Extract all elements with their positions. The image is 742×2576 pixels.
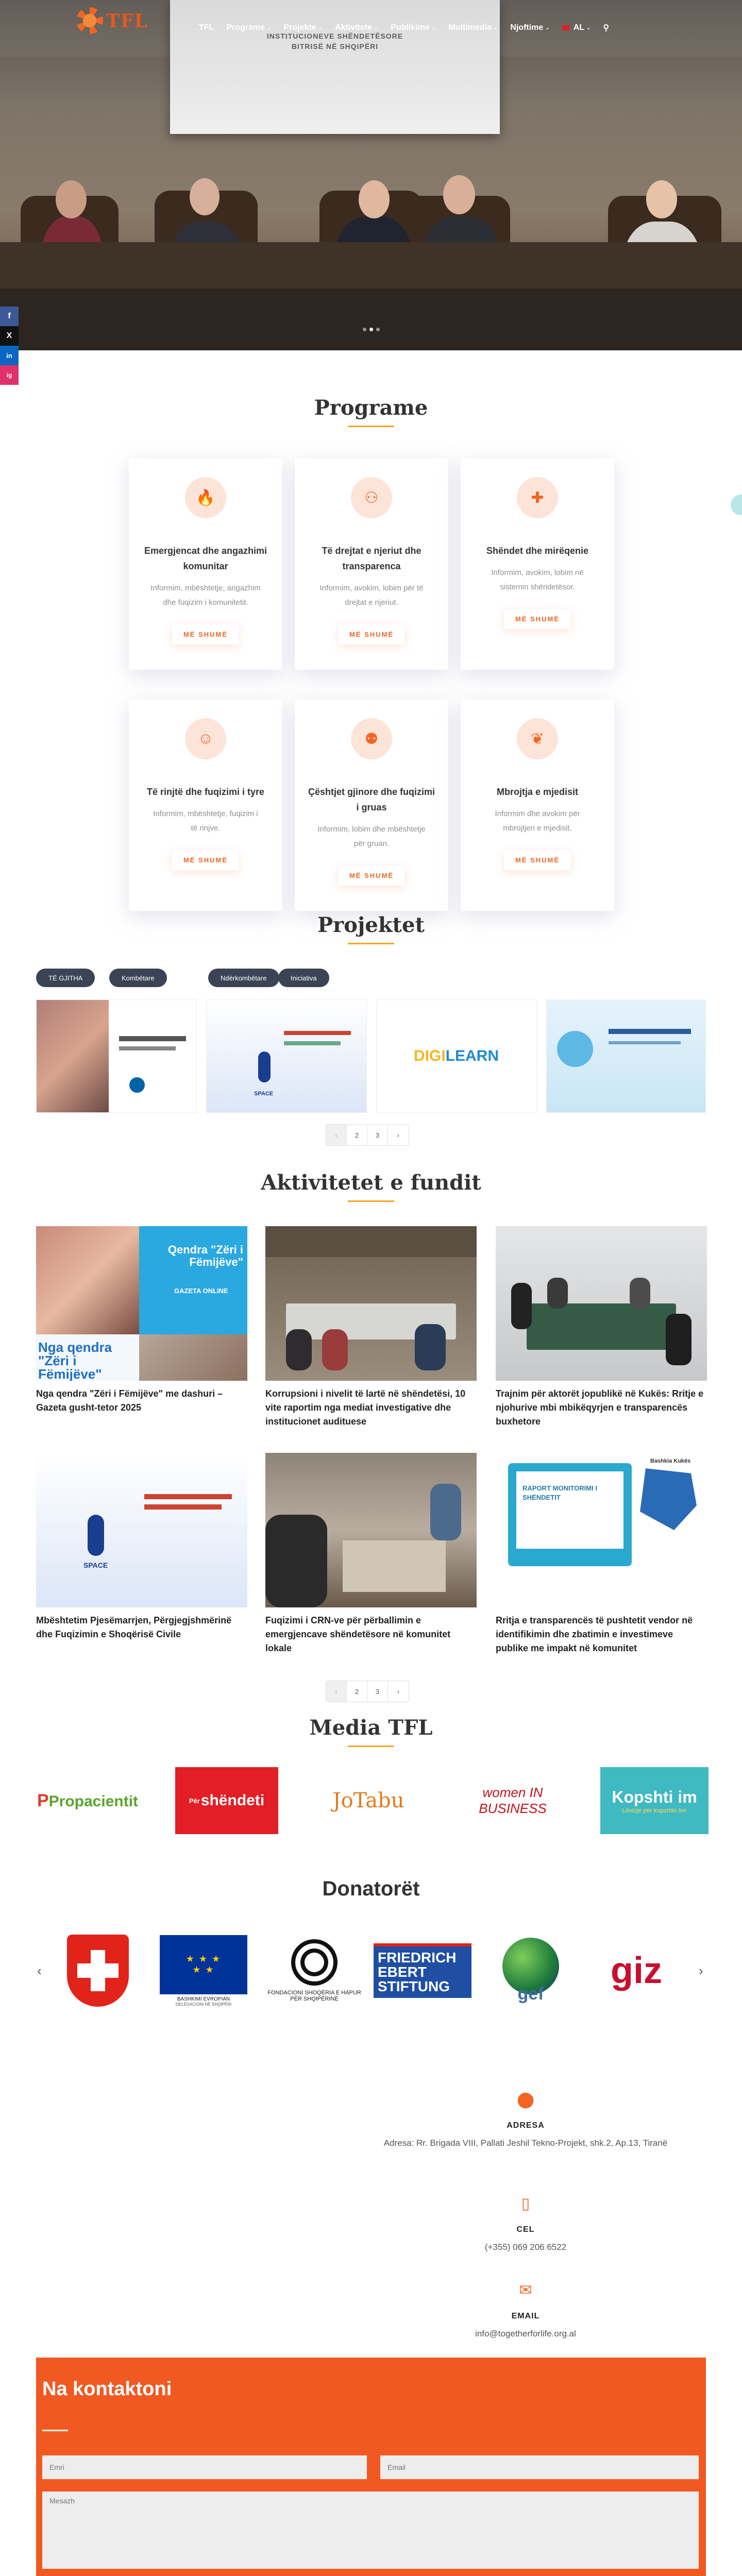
filter-iniciativa[interactable]: Iniciativa — [278, 969, 329, 987]
eu-flag-icon: ★ ★ ★ ★ ★ — [160, 1935, 247, 1994]
menu-njoftime[interactable]: Njoftime ⌄ — [510, 23, 550, 32]
donor-gef[interactable]: gef — [490, 1927, 572, 2014]
activity-card[interactable]: SPACE Mbështetim Pjesëmarrjen, Përgjegjshmërinë dhe Fuqizimin e Shoqërisë Civile — [36, 1453, 247, 1641]
leaf-icon: ❦ — [517, 718, 558, 759]
program-title: Të rinjtë dhe fuqizimi i tyre — [146, 787, 265, 797]
donor-eu[interactable]: ★ ★ ★ ★ ★ BASHKIMI EVROPIAN DELEGACIONI NË SHQIPËRI — [155, 1927, 252, 2014]
program-title: Të drejtat e njeriut dhe transparenca — [322, 546, 421, 571]
activity-title[interactable]: Trajnim për aktorët jopublikë në Kukës: Rritje e njohurive mbi mbikëqyrjen e transparencës buxhetore — [496, 1388, 704, 1427]
program-card[interactable] — [461, 700, 614, 911]
email-block: ✉ EMAIL info@togetherforlife.org.al — [361, 2281, 690, 2341]
more-button[interactable]: MË SHUMË — [172, 624, 239, 645]
projects-pagination[interactable] — [326, 1124, 409, 1146]
hero-slider — [0, 0, 742, 350]
activity-card[interactable]: RAPORT MONITORIMI I SHËNDETIT Bashkia Kukës Rritja e transparencës të pushtetit vendor në identifikimin dhe zbatimin e investimeve publike me impakt në komunitet — [496, 1453, 707, 1655]
slider-dots[interactable] — [363, 328, 380, 331]
chevron-down-icon: ⌄ — [267, 25, 272, 31]
map-pin-icon: ⬤ — [517, 2091, 534, 2108]
program-card[interactable] — [461, 459, 614, 670]
sun-logo-icon — [76, 7, 103, 34]
facebook-icon[interactable]: f — [0, 307, 19, 326]
donor-osfa[interactable]: FONDACIONI SHOQËRIA E HAPUR PËR SHQIPËRINË — [263, 1927, 366, 2014]
chevron-down-icon: ⌄ — [374, 25, 379, 31]
next-page-button[interactable]: › — [397, 1687, 400, 1696]
email-link[interactable]: info@togetherforlife.org.al — [475, 2329, 576, 2338]
donor-swiss[interactable] — [57, 1927, 139, 2014]
activities-pagination[interactable] — [326, 1681, 409, 1702]
contact-title: Na kontaktoni — [42, 2378, 172, 2400]
page-2-button[interactable]: 2 — [347, 1125, 367, 1145]
program-title: Shëndet dhe mirëqenie — [486, 546, 589, 556]
phone-block: ▯ CEL (+355) 069 206 6522 — [361, 2195, 690, 2254]
project-card[interactable] — [36, 999, 197, 1113]
program-text: Informim, mbështetje, fuqizim i të rinjve. — [153, 809, 258, 833]
carousel-next-button[interactable]: › — [699, 1963, 703, 1978]
person-icon: ☺ — [185, 718, 226, 759]
activities-title: Aktivitetet e fundit — [261, 1171, 481, 1195]
fire-icon: 🔥 — [185, 477, 226, 518]
chevron-down-icon: ⌄ — [431, 25, 436, 31]
spiral-logo-icon — [291, 1939, 338, 1986]
program-title: Emergjencat dhe angazhimi komunitar — [144, 546, 267, 571]
top-nav — [0, 0, 742, 57]
program-text: Informim dhe avokim për mbrojtjen e mjedisit. — [495, 809, 580, 833]
program-title: Çështjet gjinore dhe fuqizimi i gruas — [308, 787, 435, 812]
programs-title: Programe — [314, 396, 428, 420]
media-logo-kopshti-im[interactable]: Kopshti im Lëvizje për kopshtin tim — [598, 1765, 711, 1837]
page-3-button[interactable]: 3 — [367, 1125, 388, 1145]
prev-page-button[interactable]: ‹ — [326, 1125, 347, 1145]
donors-title: Donatorët — [322, 1877, 420, 1900]
program-card[interactable] — [129, 459, 282, 670]
email-field[interactable] — [380, 2455, 699, 2479]
more-button[interactable]: MË SHUMË — [504, 609, 571, 629]
chevron-down-icon: ⌄ — [318, 25, 323, 31]
chevron-down-icon: ⌄ — [493, 25, 498, 31]
albania-flag-icon — [562, 25, 569, 30]
activity-title[interactable]: Nga qendra "Zëri i Fëmijëve" me dashuri – Gazeta gusht-tetor 2025 — [36, 1388, 223, 1413]
media-logo-women-in-business[interactable]: women IN BUSINESS — [479, 1785, 547, 1816]
more-button[interactable]: MË SHUMË — [338, 624, 405, 645]
program-text: Informim, mbështetje, angazhim dhe fuqizim i komunitetit. — [150, 584, 261, 607]
media-logo-propacientit[interactable]: PPropacientit — [37, 1790, 139, 1810]
program-text: Informim, avokim, lobim për të drejtat e njeriut. — [319, 584, 424, 607]
search-button[interactable] — [603, 23, 609, 33]
filter-all[interactable]: TË GJITHA — [36, 969, 95, 987]
title-underline — [348, 426, 394, 427]
projects-title: Projektet — [317, 913, 425, 937]
media-logo-shendeti[interactable]: Për shëndeti — [175, 1765, 278, 1837]
tfl-logo[interactable]: TFL — [76, 7, 148, 34]
prev-page-button[interactable]: ‹ — [326, 1681, 347, 1702]
envelope-icon: ✉ — [519, 2282, 532, 2299]
title-underline — [348, 1745, 394, 1747]
people-icon: ⚇ — [351, 477, 392, 518]
title-underline — [348, 1200, 394, 1202]
linkedin-icon[interactable]: in — [0, 346, 19, 365]
screen-text: INSTITUCIONEVE SHËNDETËSORE BITRISË NË SHQIPËRI — [266, 32, 403, 50]
page-2-button[interactable]: 2 — [347, 1681, 367, 1702]
menu-programe[interactable]: Programe ⌄ — [226, 23, 272, 32]
menu-multimedia[interactable]: Multimedia ⌄ — [448, 23, 498, 32]
menu-publikime[interactable]: Publikime ⌄ — [391, 23, 436, 32]
filter-nderkombetare[interactable]: Ndërkombëtare — [208, 969, 279, 987]
activity-title[interactable]: Fuqizimi i CRN-ve për përballimin e emergjencave shëndetësore në komunitet lokale — [265, 1615, 451, 1653]
more-button[interactable]: MË SHUMË — [504, 850, 571, 870]
media-logo-jotabu[interactable]: JoTabu — [332, 1789, 404, 1812]
activity-card[interactable] — [265, 1453, 477, 1655]
phone-icon: ▯ — [521, 2195, 530, 2212]
language-switcher[interactable]: AL ⌄ — [562, 23, 591, 32]
social-share-bar — [0, 307, 19, 385]
next-page-button[interactable]: › — [397, 1131, 400, 1139]
program-card[interactable] — [295, 700, 448, 911]
activity-title[interactable]: Mbështetim Pjesëmarrjen, Përgjegjshmërinë dhe Fuqizimin e Shoqërisë Civile — [36, 1615, 232, 1639]
filter-kombetare[interactable]: Kombëtare — [109, 969, 167, 987]
activity-title[interactable]: Korrupsioni i nivelit të lartë në shëndetësi, 10 vite raportim nga mediat investigative dhe institucionet audituese — [265, 1388, 466, 1427]
menu-tfl[interactable]: TFL — [199, 23, 214, 32]
page-3-button[interactable]: 3 — [367, 1681, 388, 1702]
media-title: Media TFL — [309, 1716, 433, 1740]
program-card[interactable] — [129, 700, 282, 911]
donor-giz[interactable]: giz — [611, 1950, 662, 1991]
program-text: Informim, lobim dhe mbështetje për gruan. — [317, 825, 426, 848]
activity-card[interactable]: Qendra "Zëri i Fëmijëve" GAZETA ONLINE Nga qendra "Zëri i Fëmijëve" Nga qendra "Zëri i Fëmijëve" me dashuri – Gazeta gusht-tetor 2025 — [36, 1226, 247, 1415]
more-button[interactable]: MË SHUMË — [338, 866, 405, 886]
instagram-icon[interactable]: ig — [0, 365, 19, 385]
project-card[interactable]: SPACE — [206, 999, 367, 1113]
program-text: Informim, avokim, lobim në sistemin shëndetësor. — [491, 568, 584, 591]
menu-aktivitete[interactable]: Aktivitete ⌄ — [334, 23, 379, 32]
program-card[interactable] — [295, 459, 448, 670]
donor-fes[interactable]: FRIEDRICH EBERT STIFTUNG — [371, 1927, 474, 2014]
menu-projekte[interactable]: Projekte ⌄ — [283, 23, 323, 32]
program-title: Mbrojtja e mjedisit — [496, 787, 579, 797]
name-field[interactable] — [42, 2455, 367, 2479]
carousel-prev-button[interactable]: ‹ — [37, 1963, 42, 1978]
search-icon: ⚲ — [603, 24, 610, 32]
more-button[interactable]: MË SHUMË — [172, 850, 239, 870]
x-twitter-icon[interactable]: X — [0, 326, 19, 346]
activity-title[interactable]: Rritja e transparencës të pushtetit vendor në identifikimin dhe zbatimin e investimeve publike me impakt në komunitet — [496, 1615, 693, 1653]
activity-card[interactable] — [496, 1226, 707, 1429]
chevron-down-icon: ⌄ — [545, 25, 550, 31]
title-underline — [348, 943, 394, 944]
activity-card[interactable] — [265, 1226, 477, 1429]
contact-form-section — [36, 2358, 706, 2576]
project-card[interactable] — [546, 999, 706, 1113]
message-field[interactable] — [42, 2492, 699, 2569]
swiss-shield-icon — [67, 1935, 129, 2007]
scroll-side-button[interactable] — [731, 495, 742, 515]
address-block: ⬤ ADRESA Adresa: Rr. Brigada VIII, Pallati Jeshil Tekno-Projekt, shk.2, Ap.13, Tiranë — [361, 2091, 690, 2150]
main-menu — [199, 23, 609, 33]
medical-icon: ✚ — [517, 477, 558, 518]
project-card[interactable]: DIGILEARN — [376, 999, 537, 1113]
group-icon: ⚉ — [351, 718, 392, 759]
